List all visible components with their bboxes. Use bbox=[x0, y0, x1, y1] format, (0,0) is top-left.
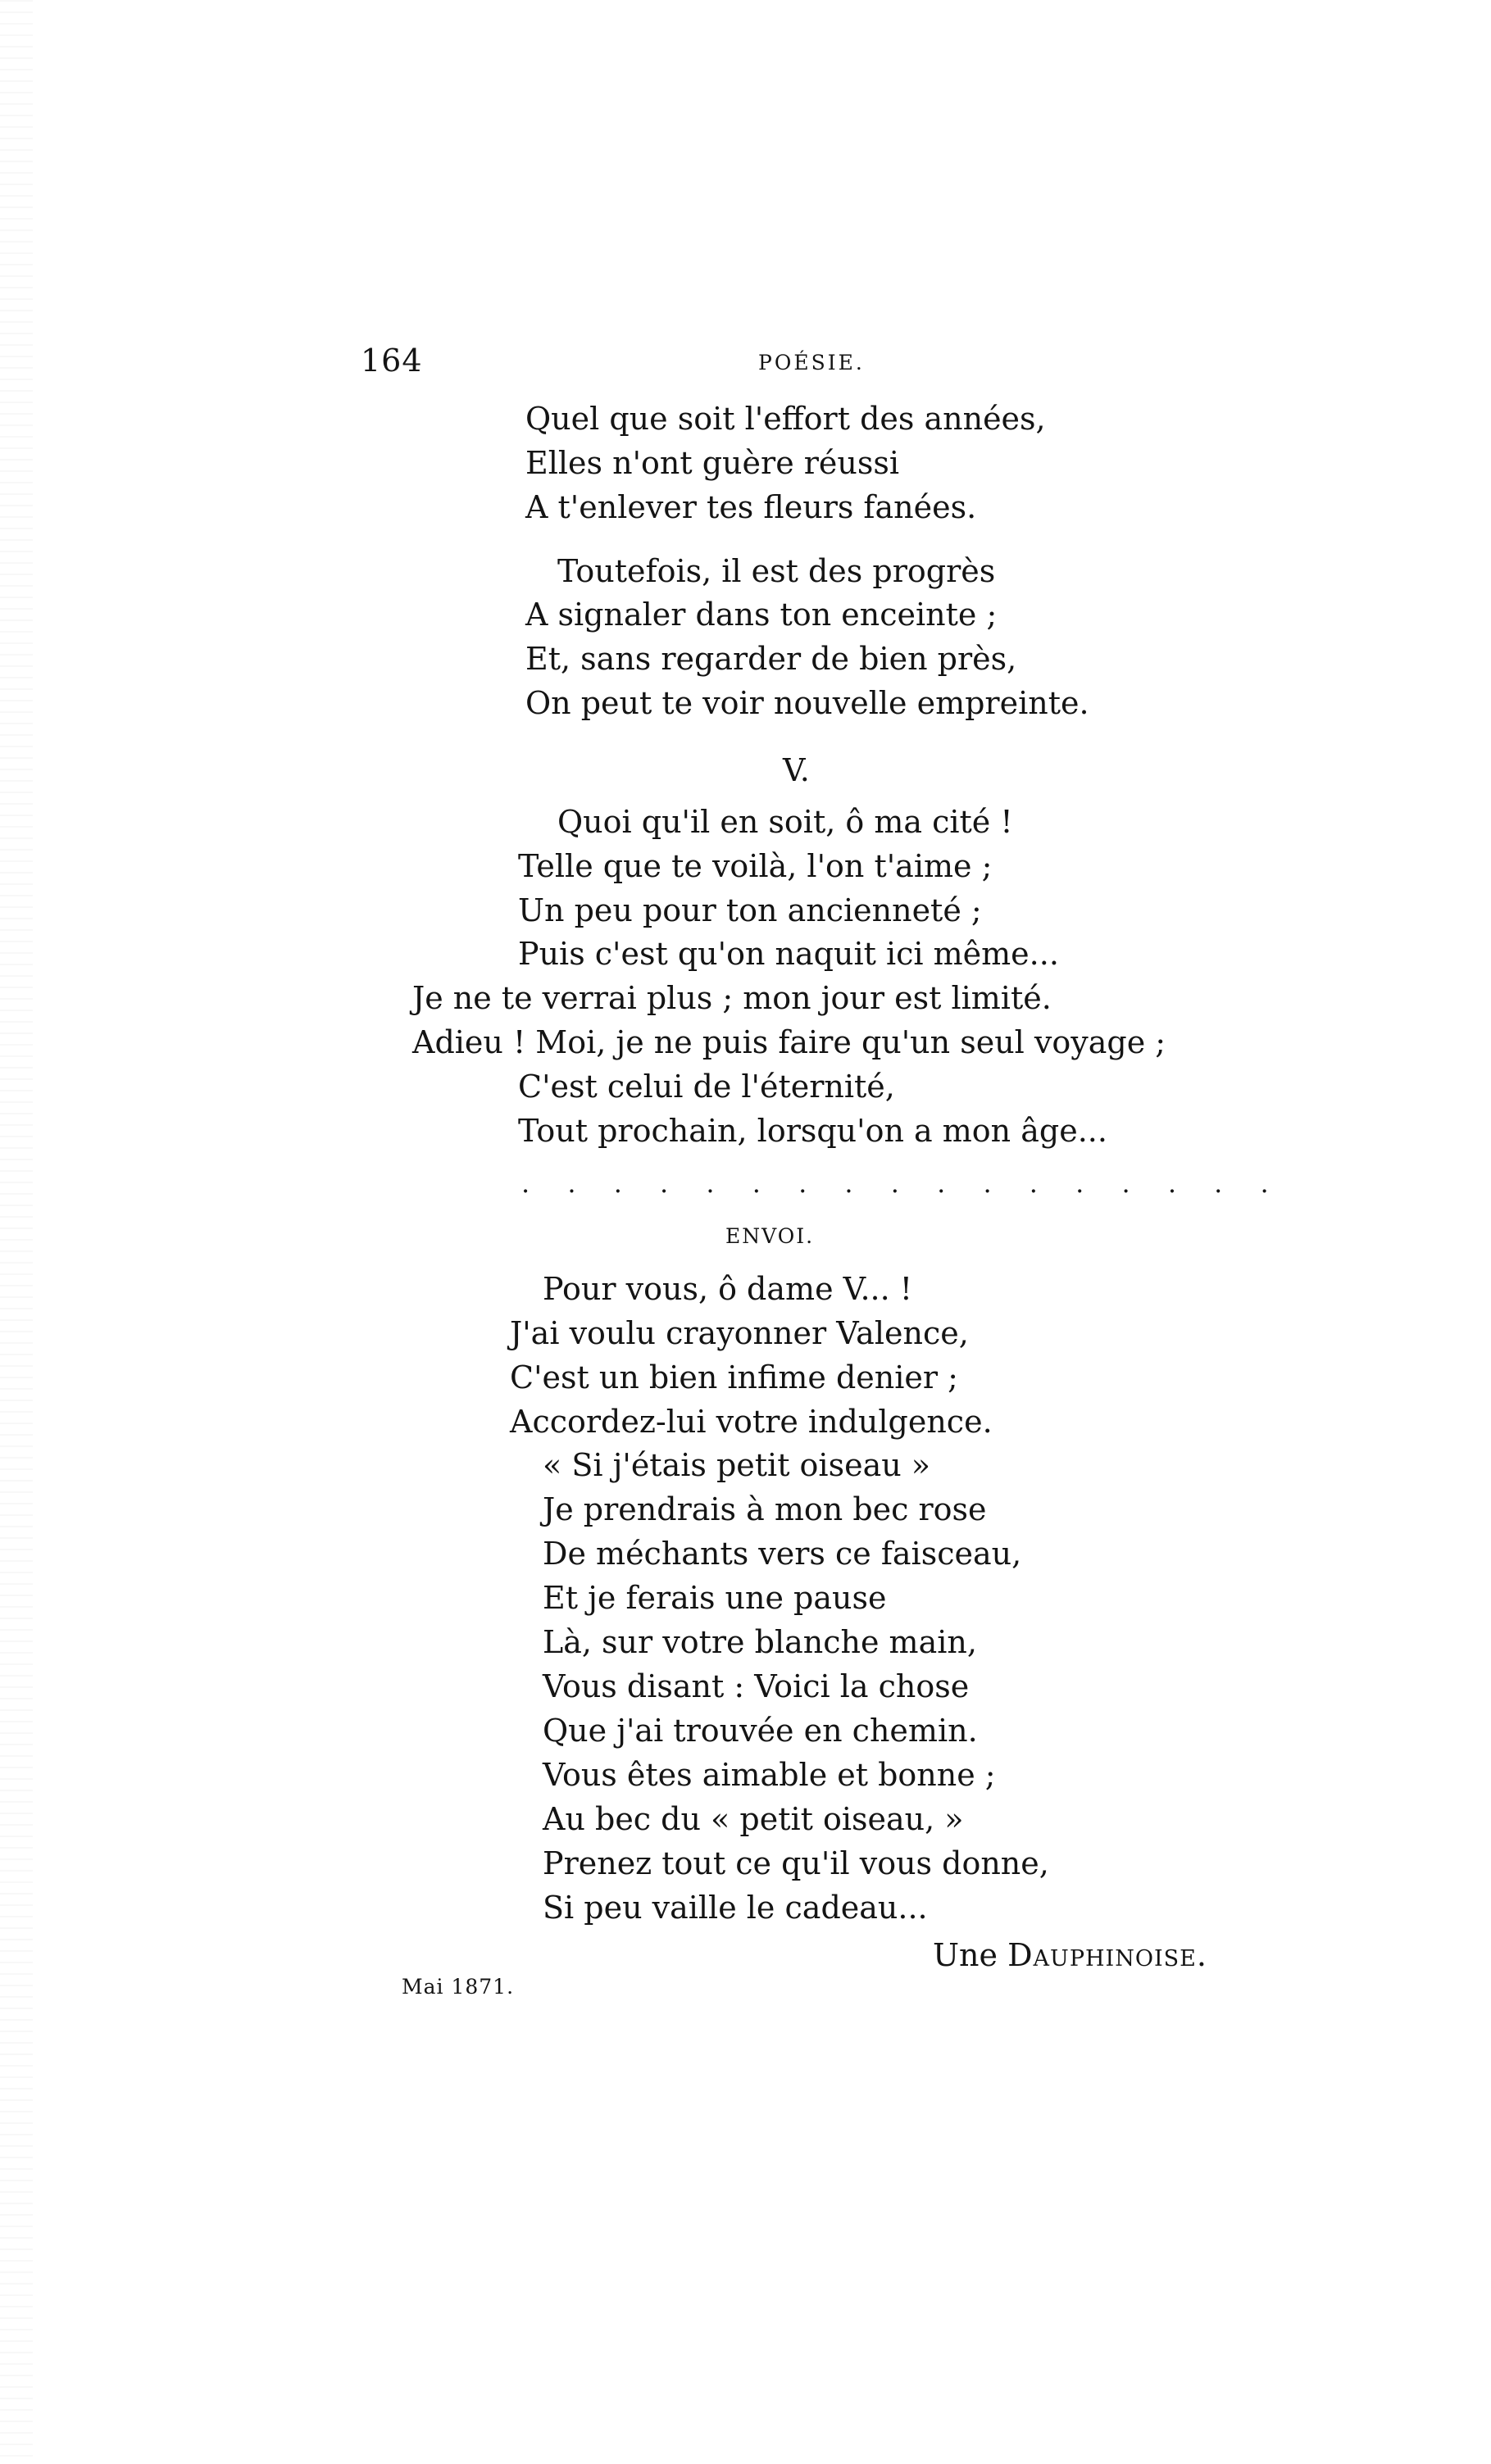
ellipsis-row: . . . . . . . . . . . . . . . . . bbox=[521, 1168, 1284, 1199]
poem-line: Au bec du « petit oiseau, » bbox=[543, 1801, 964, 1837]
date-line: Mai 1871. bbox=[402, 1975, 515, 1999]
poem-line: Quoi qu'il en soit, ô ma cité ! bbox=[557, 804, 1013, 840]
signature-prefix: Une bbox=[933, 1937, 998, 1973]
page-number: 164 bbox=[361, 343, 423, 379]
poem-line: A signaler dans ton enceinte ; bbox=[525, 597, 998, 633]
signature-name: Dauphinoise. bbox=[1007, 1937, 1207, 1973]
poem-line: A t'enlever tes fleurs fanées. bbox=[525, 489, 977, 525]
poem-line: Tout prochain, lorsqu'on a mon âge... bbox=[518, 1113, 1107, 1149]
poem-line: J'ai voulu crayonner Valence, bbox=[510, 1315, 969, 1351]
poem-line: Et je ferais une pause bbox=[543, 1580, 887, 1616]
poem-line: Vous disant : Voici la chose bbox=[543, 1668, 970, 1704]
poem-line: On peut te voir nouvelle empreinte. bbox=[525, 685, 1089, 721]
poem-line: Pour vous, ô dame V... ! bbox=[543, 1271, 913, 1307]
poem-line: Toutefois, il est des progrès bbox=[557, 553, 996, 589]
poem-line: Un peu pour ton ancienneté ; bbox=[518, 892, 982, 928]
signature bbox=[933, 1937, 1207, 1973]
poem-line: C'est celui de l'éternité, bbox=[518, 1069, 895, 1105]
scan-edge-noise bbox=[0, 0, 33, 2464]
poem-line: Accordez-lui votre indulgence. bbox=[510, 1404, 993, 1440]
poem-line: Et, sans regarder de bien près, bbox=[525, 641, 1017, 677]
poem-line: Vous êtes aimable et bonne ; bbox=[543, 1757, 996, 1793]
poem-line: Prenez tout ce qu'il vous donne, bbox=[543, 1845, 1049, 1881]
poem-line: Que j'ai trouvée en chemin. bbox=[543, 1713, 978, 1749]
envoi-heading: ENVOI. bbox=[725, 1224, 815, 1248]
poem-line: « Si j'étais petit oiseau » bbox=[543, 1447, 931, 1483]
section-number: V. bbox=[783, 752, 810, 788]
poem-line: Adieu ! Moi, je ne puis faire qu'un seul voyage ; bbox=[412, 1024, 1166, 1060]
poem-line: Je ne te verrai plus ; mon jour est limité. bbox=[412, 980, 1052, 1016]
poem-line: Puis c'est qu'on naquit ici même... bbox=[518, 936, 1059, 972]
running-title: POÉSIE. bbox=[758, 351, 865, 374]
poem-line: Là, sur votre blanche main, bbox=[543, 1624, 977, 1660]
poem-line: Telle que te voilà, l'on t'aime ; bbox=[518, 848, 993, 884]
poem-line: Elles n'ont guère réussi bbox=[525, 445, 900, 481]
poem-line: C'est un bien infime denier ; bbox=[510, 1359, 958, 1395]
poem-line: De méchants vers ce faisceau, bbox=[543, 1536, 1022, 1572]
poem-line: Je prendrais à mon bec rose bbox=[543, 1491, 987, 1527]
poem-line: Quel que soit l'effort des années, bbox=[525, 401, 1046, 437]
poem-line: Si peu vaille le cadeau... bbox=[543, 1890, 928, 1926]
